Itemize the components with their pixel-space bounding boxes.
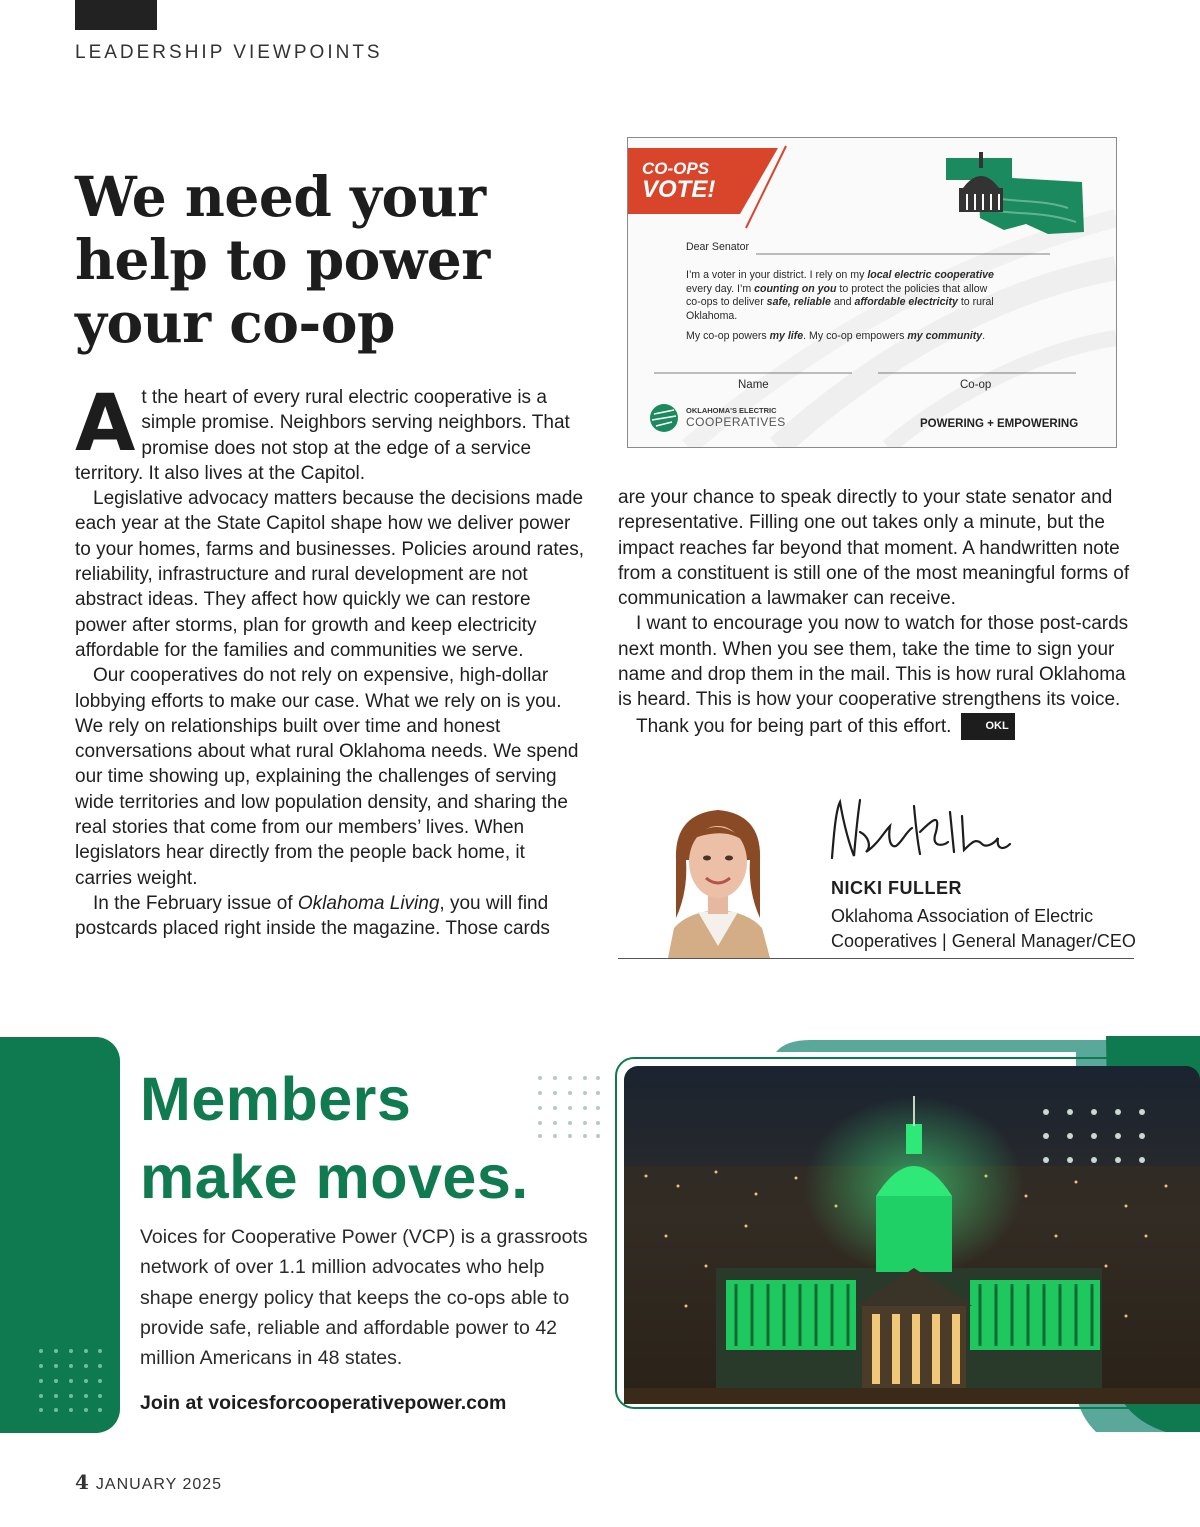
postcard-coop-label: Co-op — [960, 379, 992, 391]
section-label: LEADERSHIP VIEWPOINTS — [75, 42, 383, 63]
article-paragraph: are your chance to speak directly to your state senator and representative. Filling one out takes only a minute, but the impact reaches far beyond that moment. A handwritten note from a constituent is still one of the most meaningful forms of communication a lawmaker can receive. — [618, 487, 1130, 610]
author-name: NICKI FULLER — [831, 878, 962, 898]
article-paragraph: In the February issue of Oklahoma Living, you will find postcards placed right inside the magazine. Those cards — [75, 892, 550, 940]
page-number: 4 — [75, 1470, 90, 1494]
article-column-right — [618, 485, 1130, 740]
postcard-banner — [642, 160, 715, 202]
postcard-salutation: Dear Senator — [686, 241, 750, 253]
postcard-logo-big: COOPERATIVES — [686, 415, 786, 429]
page-footer — [75, 1470, 222, 1494]
author-title — [831, 904, 1136, 954]
headline-line: help to power — [75, 227, 490, 292]
author-title-line: Oklahoma Association of Electric — [831, 906, 1094, 926]
article-paragraph: At the heart of every rural electric cooperative is a simple promise. Neighbors serving neighbors. That promise does not stop at the edge of a service territory. It also lives at the Capitol. — [75, 379, 570, 484]
headline-line: your co-op — [75, 290, 395, 355]
magazine-title: Oklahoma Living — [297, 892, 440, 914]
author-portrait — [638, 800, 798, 958]
postcard-banner-line: CO-OPS — [642, 159, 710, 178]
postcard-name-label: Name — [738, 379, 769, 391]
article-paragraph: Legislative advocacy matters because the decisions made each year at the State Capitol shape how we deliver power to your homes, farms and businesses. Policies around rates, reliability, infrastructure and rural development are not abstract ideas. They affect how quickly we can restore power after storms, plan for growth and keep electricity affordable for the families and communities we serve. — [75, 488, 585, 661]
dropcap: A — [75, 379, 136, 469]
end-badge: OKL — [961, 713, 1014, 740]
postcard-banner-line: VOTE! — [642, 176, 716, 203]
article-column-left — [75, 379, 585, 942]
article-paragraph: Our cooperatives do not rely on expensive, high-dollar lobbying efforts to make our case. What we rely on is you. We rely on relationships built over time and honest conversations about what rural Oklahoma needs. We spend our time showing up, explaining the challenges of serving wide territories and low population density, and sharing the real stories that come from our members’ lives. When legislators hear directly from the people back home, it carries weight. — [75, 665, 579, 889]
divider — [618, 958, 1134, 959]
issue-date: JANUARY 2025 — [95, 1476, 223, 1493]
capitol-photo — [606, 1036, 1200, 1436]
postcard-message: I’m a voter in your district. I rely on my local electric cooperative every day. I’m counting on you to protect the policies that allow co-ops to deliver safe, reliable and affordable electricity to rural Oklahoma. My co-op powers my life. My co-op empowers my community. — [686, 269, 994, 342]
promo-link[interactable]: Join at voicesforcooperativepower.com — [140, 1392, 507, 1414]
author-title-line: Cooperatives | General Manager/CEO — [831, 931, 1136, 951]
promo-title-line: make moves. — [140, 1143, 529, 1211]
article-paragraph: Thank you for being part of this effort. OKL — [618, 713, 1130, 740]
postcard-tagline: POWERING + EMPOWERING — [920, 418, 1079, 430]
signature-image — [826, 792, 1012, 868]
headline — [75, 165, 575, 354]
dot-pattern — [536, 1074, 602, 1140]
promo-title — [140, 1060, 529, 1216]
promo-title-line: Members — [140, 1065, 412, 1133]
postcard-logo-small: OKLAHOMA'S ELECTRIC — [686, 406, 777, 415]
header-bar — [75, 0, 157, 30]
article-paragraph: I want to encourage you now to watch for those post-cards next month. When you see them, take the time to sign your name and drop them in the mail. This is how rural Oklahoma is heard. This is how your cooperative strengthens its voice. — [618, 613, 1129, 711]
promo-body: Voices for Cooperative Power (VCP) is a grassroots network of over 1.1 million advocates who help shape energy policy that keeps the co-ops able to provide safe, reliable and affordable power to 42 million Americans in 48 states. — [140, 1226, 588, 1370]
headline-line: We need your — [75, 164, 486, 229]
dot-pattern — [36, 1346, 106, 1416]
postcard-image — [627, 137, 1117, 448]
